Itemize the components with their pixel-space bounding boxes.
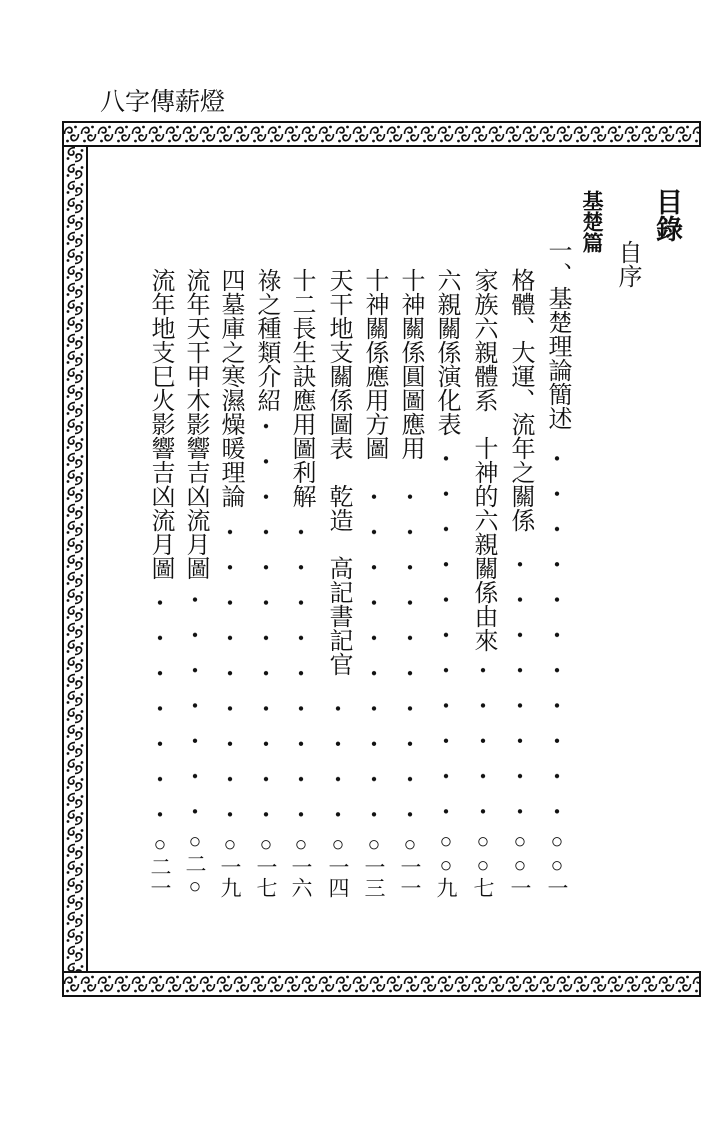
dot-leader: [370, 466, 378, 832]
dot-leader: [156, 586, 164, 832]
dot-leader: [553, 436, 561, 829]
preface-entry: 自序: [614, 240, 640, 288]
toc-entry-title: 十神關係圓圖應用: [397, 268, 423, 460]
toc-entry-page: ○○九: [434, 829, 458, 898]
toc-entry: [215, 268, 245, 898]
toc-entry: [359, 268, 389, 898]
dot-leader: [334, 682, 342, 832]
toc-entry-title: 基楚理論簡述: [544, 286, 570, 430]
dot-leader: [297, 514, 305, 832]
toc-entry: [395, 268, 425, 898]
border-bottom: [63, 972, 700, 996]
toc-entry-page: ○一六: [289, 832, 313, 898]
toc-entry-title: 流年天干甲木影響吉凶流月圖: [182, 268, 208, 580]
dot-leader: [442, 442, 450, 829]
dot-leader: [406, 466, 414, 832]
toc-title: 目錄: [652, 188, 682, 242]
toc-entry-title: 十二長生訣應用圖利解: [288, 268, 314, 508]
toc-entry-title: 四墓庫之寒濕燥暖理論: [217, 268, 243, 508]
toc-entry: [542, 238, 572, 898]
border-top: [63, 122, 700, 146]
toc-entry-page: ○一七: [254, 832, 278, 898]
book-title: 八字傳薪燈: [100, 89, 226, 116]
toc-entry: [286, 268, 316, 898]
dot-leader: [262, 418, 270, 832]
toc-entry: [145, 268, 175, 898]
toc-entry-title: 格體、大運、流年之關係: [507, 268, 533, 532]
toc-entry: [505, 268, 535, 898]
toc-entry-title: 天干地支關係圖表 乾造 高記書記官: [325, 268, 351, 676]
toc-entry-title: 六親關係演化表: [433, 268, 459, 436]
chapter-number: 一、: [544, 238, 570, 286]
dot-leader: [191, 586, 199, 829]
toc-entry-page: ○一三: [362, 832, 386, 898]
toc-entry: [251, 268, 281, 898]
dot-leader: [226, 514, 234, 832]
toc-entry: [323, 268, 353, 898]
toc-entry: [431, 268, 461, 898]
toc-entry-page: ○一四: [326, 832, 350, 898]
toc-entry-title: 十神關係應用方圖: [361, 268, 387, 460]
toc-entry-title: 祿之種類介紹: [253, 268, 279, 412]
toc-entry: [180, 268, 210, 898]
toc-entry-page: ○○七: [471, 829, 495, 898]
toc-entry-title: 家族六親體系 十神的六親關係由來: [470, 268, 496, 652]
toc-entry-page: ○一九: [218, 832, 242, 898]
toc-entry-page: ○○一: [545, 829, 569, 898]
section-label: 基楚篇: [580, 190, 604, 253]
toc-entry-page: ○二一: [148, 832, 172, 898]
dot-leader: [516, 538, 524, 829]
border-left: [63, 146, 87, 972]
toc-entry-page: ○一一: [398, 832, 422, 898]
toc-entry-page: ○二○: [183, 829, 207, 898]
toc-entry-title: 流年地支巳火影響吉凶流月圖: [147, 268, 173, 580]
toc-entry-page: ○○一: [508, 829, 532, 898]
dot-leader: [479, 658, 487, 829]
toc-entry: [468, 268, 498, 898]
